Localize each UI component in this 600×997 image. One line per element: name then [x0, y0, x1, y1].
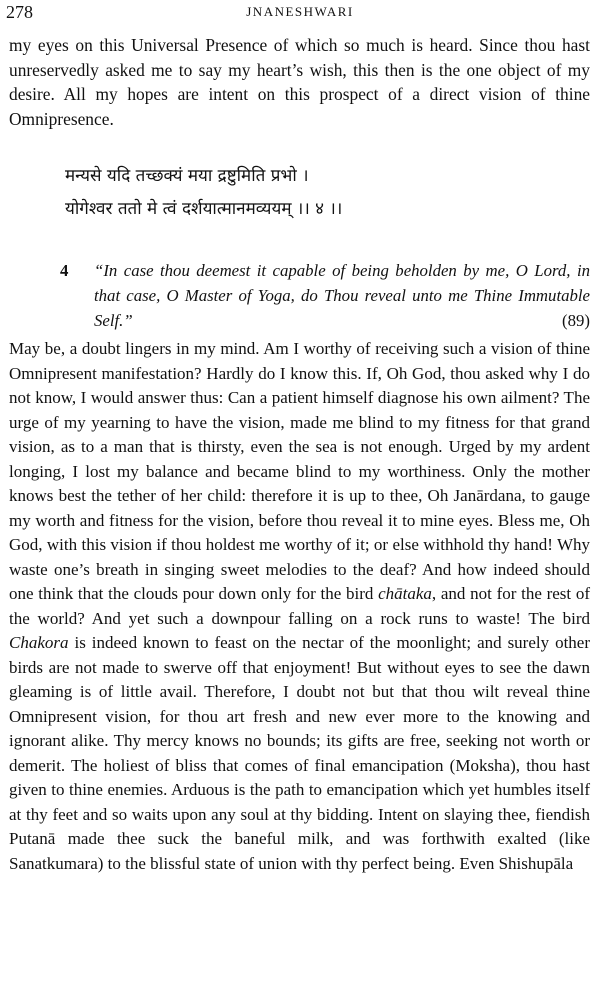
term-chakora: Chakora: [9, 633, 69, 652]
paragraph-2: [9, 337, 590, 876]
term-chataka: chātaka: [378, 584, 432, 603]
paragraph-2-part-3: is indeed known to feast on the nectar of the moonlight; and surely other birds are not made to swerve off that enjoyment! But without eyes to see the dawn gleaming is of little avail. Therefore, I doubt not but that thou wilt reveal thine Omnipresent vision, for thou art fresh and new ever more to the knowing and ignorant alike. Thy mercy knows no bounds; its gifts are free, seeking not worth or demerit. The holiest of bliss that comes of final emancipation (Moksha), thou hast given to thine enemies. Arduous is the path to emancipation which yet humbles itself at thy feet and so waits upon any soul at thy bidding. Intent on slaying thee, fiendish Putanā made thee suck the baneful milk, and was forthwith exalted (like Sanatkumara) to the blissful state of union with thy perfect being. Even Shishupāla: [9, 633, 591, 873]
page-header: [6, 2, 594, 24]
sanskrit-line-2: योगेश्वर ततो मे त्वं दर्शयात्मानमव्ययम् ।। ४ ।।: [65, 199, 343, 219]
paragraph-2-part-2: , and not for the rest of the world? And yet such a downpour falling on a rock runs to waste! The bird: [9, 584, 590, 628]
page-number: 278: [6, 2, 33, 22]
verse-reference: (89): [562, 311, 590, 330]
verse-translation: [60, 258, 590, 333]
paragraph-1: [9, 33, 590, 131]
running-title: JNANESHWARI: [246, 4, 354, 19]
paragraph-2-part-1: May be, a doubt lingers in my mind. Am I worthy of receiving such a vision of thine Omnipresent manifestation? Hardly do I know this. If, Oh God, thou asked why I do not know, I would answer thus: Can a patient himself diagnose his own ailment? The urge of my yearning to have the vision, made me blind to my fitness for that grand vision, as to a man that is thirsty, even the sea is not enough. Urged by my ardent longing, I lost my balance and became blind to my worthiness. Only the mother knows best the tether of her child: therefore it is up to thee, Oh Janārdana, to gauge my worth and fitness for the vision, before thou reveal it to mine eyes. Bless me, Oh God, with this vision if thou holdest me worthy of it; or else withhold thy hand! Why waste one’s breath in singing sweet melodies to the deaf? And how indeed should one think that the clouds pour down only for the bird: [9, 339, 590, 603]
sanskrit-line-1: मन्यसे यदि तच्छक्यं मया द्रष्टुमिति प्रभो ।: [65, 166, 309, 186]
verse-number: 4: [60, 261, 69, 280]
verse-text: “In case thou deemest it capable of being beholden by me, O Lord, in that case, O Master of Yoga, do Thou reveal unto me Thine Immutable Self.”: [94, 261, 590, 330]
paragraph-1-text: my eyes on this Universal Presence of which so much is heard. Since thou hast unreservedly asked me to say my heart’s wish, this then is the one object of my desire. All my hopes are intent on this prospect of a direct vision of thine Omnipresence.: [9, 35, 590, 129]
paragraph-2-text: [9, 337, 590, 876]
